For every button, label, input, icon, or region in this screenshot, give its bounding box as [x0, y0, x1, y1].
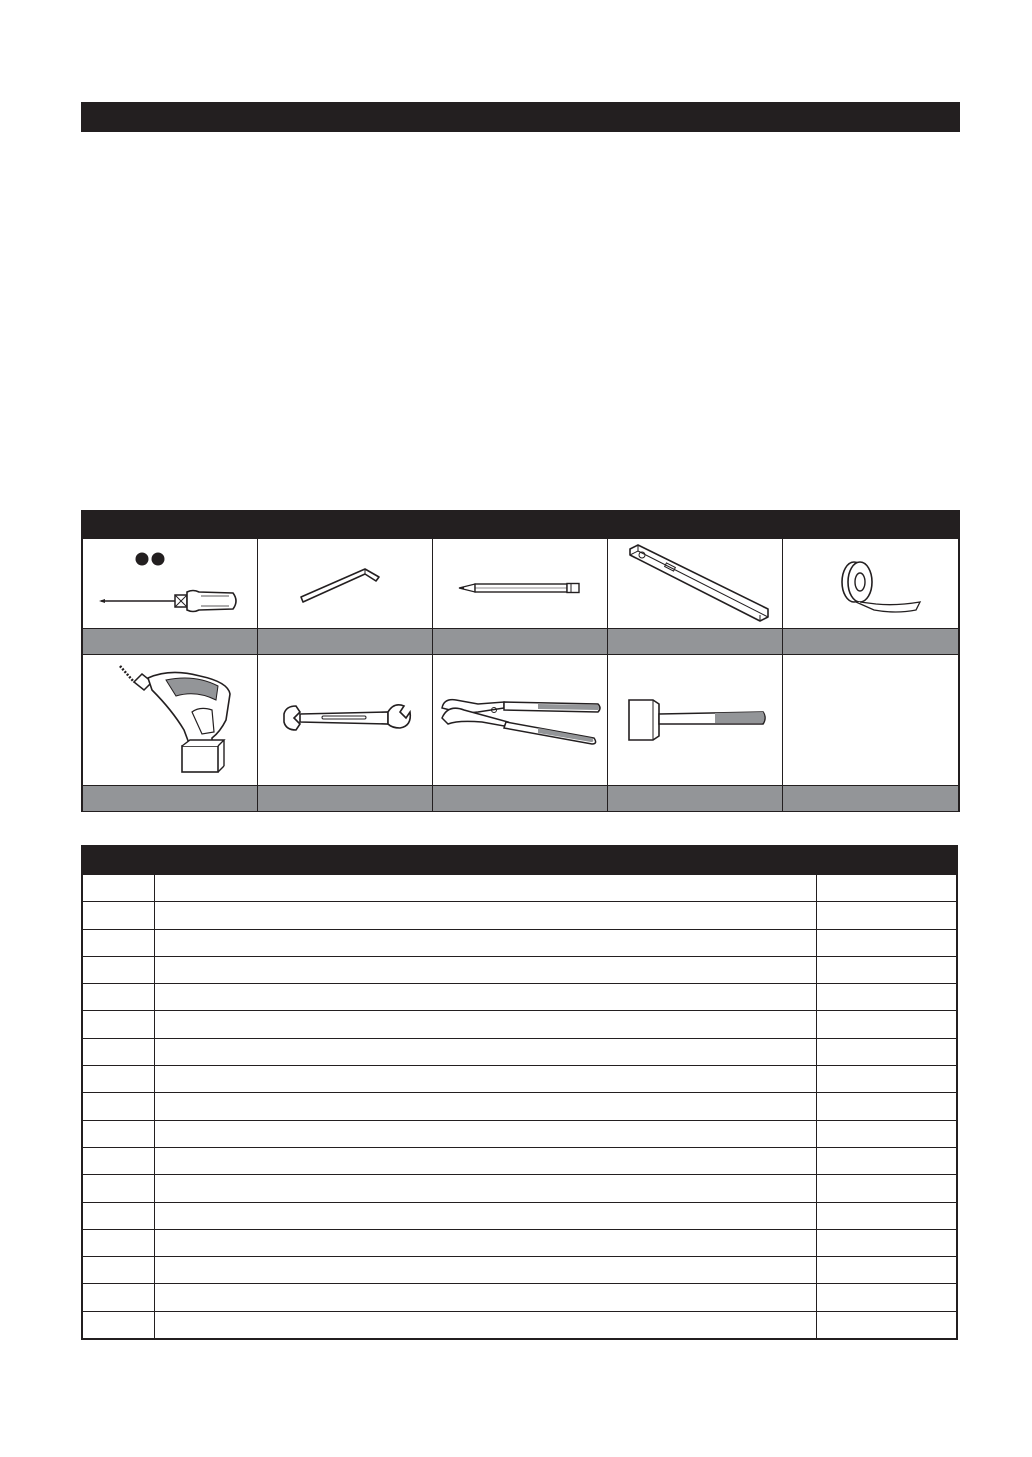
tool-cell-drill	[83, 655, 258, 785]
table-row	[82, 956, 957, 983]
part-number-cell	[82, 929, 154, 956]
tool-cell-wrench	[258, 655, 433, 785]
part-quantity-cell	[816, 929, 957, 956]
part-description-cell	[154, 1202, 816, 1229]
tool-cell-spirit-level	[608, 539, 783, 628]
part-description-cell	[154, 1038, 816, 1065]
rubber-mallet-icon	[623, 690, 768, 750]
tools-grid	[81, 539, 960, 812]
part-number-cell	[82, 902, 154, 929]
part-number-cell	[82, 1229, 154, 1256]
drill-icon	[100, 660, 240, 780]
table-row	[82, 875, 957, 902]
tool-cell-empty	[783, 655, 958, 785]
part-quantity-cell	[816, 1011, 957, 1038]
part-description-cell	[154, 1311, 816, 1338]
part-description-cell	[154, 1066, 816, 1093]
part-number-cell	[82, 1093, 154, 1120]
part-description-cell	[154, 929, 816, 956]
part-number-cell	[82, 1257, 154, 1284]
table-row	[82, 929, 957, 956]
table-row	[82, 902, 957, 929]
part-number-cell	[82, 1038, 154, 1065]
part-quantity-cell	[816, 956, 957, 983]
part-quantity-cell	[816, 875, 957, 902]
part-quantity-cell	[816, 1175, 957, 1202]
part-quantity-cell	[816, 1093, 957, 1120]
table-row	[82, 984, 957, 1011]
parts-table	[81, 874, 958, 1340]
part-number-cell	[82, 1011, 154, 1038]
table-row	[82, 1311, 957, 1338]
table-row	[82, 1120, 957, 1147]
tool-label	[433, 785, 608, 812]
pencil-icon	[455, 564, 585, 604]
part-quantity-cell	[816, 1066, 957, 1093]
part-quantity-cell	[816, 984, 957, 1011]
tool-cell-allen-key	[258, 539, 433, 628]
part-quantity-cell	[816, 1284, 957, 1311]
part-description-cell	[154, 1257, 816, 1284]
part-quantity-cell	[816, 1257, 957, 1284]
ptfe-tape-icon	[816, 554, 926, 614]
table-row	[82, 1066, 957, 1093]
tool-label	[608, 785, 783, 812]
part-description-cell	[154, 1147, 816, 1174]
part-number-cell	[82, 1284, 154, 1311]
table-row	[82, 1147, 957, 1174]
part-number-cell	[82, 1175, 154, 1202]
table-row	[82, 1229, 957, 1256]
spirit-level-icon	[620, 541, 770, 626]
tool-label	[608, 628, 783, 655]
parts-header-bar	[81, 845, 958, 874]
part-number-cell	[82, 875, 154, 902]
screwdriver-icon	[95, 549, 245, 619]
pliers-icon	[438, 690, 603, 750]
table-row	[82, 1011, 957, 1038]
tool-cell-rubber-mallet	[608, 655, 783, 785]
part-number-cell	[82, 1066, 154, 1093]
tool-label	[258, 785, 433, 812]
table-row	[82, 1202, 957, 1229]
part-description-cell	[154, 902, 816, 929]
table-row	[82, 1284, 957, 1311]
part-number-cell	[82, 984, 154, 1011]
tools-header-bar	[81, 510, 960, 539]
part-quantity-cell	[816, 902, 957, 929]
part-quantity-cell	[816, 1147, 957, 1174]
tool-cell-pliers	[433, 655, 608, 785]
part-number-cell	[82, 1202, 154, 1229]
tool-cell-ptfe-tape	[783, 539, 958, 628]
part-description-cell	[154, 1284, 816, 1311]
part-quantity-cell	[816, 1311, 957, 1338]
part-number-cell	[82, 1120, 154, 1147]
tool-cell-pencil	[433, 539, 608, 628]
part-number-cell	[82, 1311, 154, 1338]
part-description-cell	[154, 1120, 816, 1147]
tool-label	[83, 785, 258, 812]
tool-label	[783, 628, 958, 655]
part-number-cell	[82, 956, 154, 983]
tool-label	[83, 628, 258, 655]
tool-label	[783, 785, 958, 812]
part-description-cell	[154, 956, 816, 983]
part-description-cell	[154, 875, 816, 902]
part-description-cell	[154, 1011, 816, 1038]
part-quantity-cell	[816, 1120, 957, 1147]
part-description-cell	[154, 984, 816, 1011]
part-quantity-cell	[816, 1229, 957, 1256]
wrench-icon	[278, 700, 413, 740]
part-description-cell	[154, 1175, 816, 1202]
part-quantity-cell	[816, 1038, 957, 1065]
table-row	[82, 1175, 957, 1202]
table-row	[82, 1257, 957, 1284]
part-description-cell	[154, 1229, 816, 1256]
tool-label	[258, 628, 433, 655]
part-quantity-cell	[816, 1202, 957, 1229]
table-row	[82, 1038, 957, 1065]
tool-label	[433, 628, 608, 655]
allen-key-icon	[295, 559, 395, 609]
part-number-cell	[82, 1147, 154, 1174]
part-description-cell	[154, 1093, 816, 1120]
section-title-bar	[81, 102, 960, 132]
table-row	[82, 1093, 957, 1120]
tool-cell-screwdriver	[83, 539, 258, 628]
